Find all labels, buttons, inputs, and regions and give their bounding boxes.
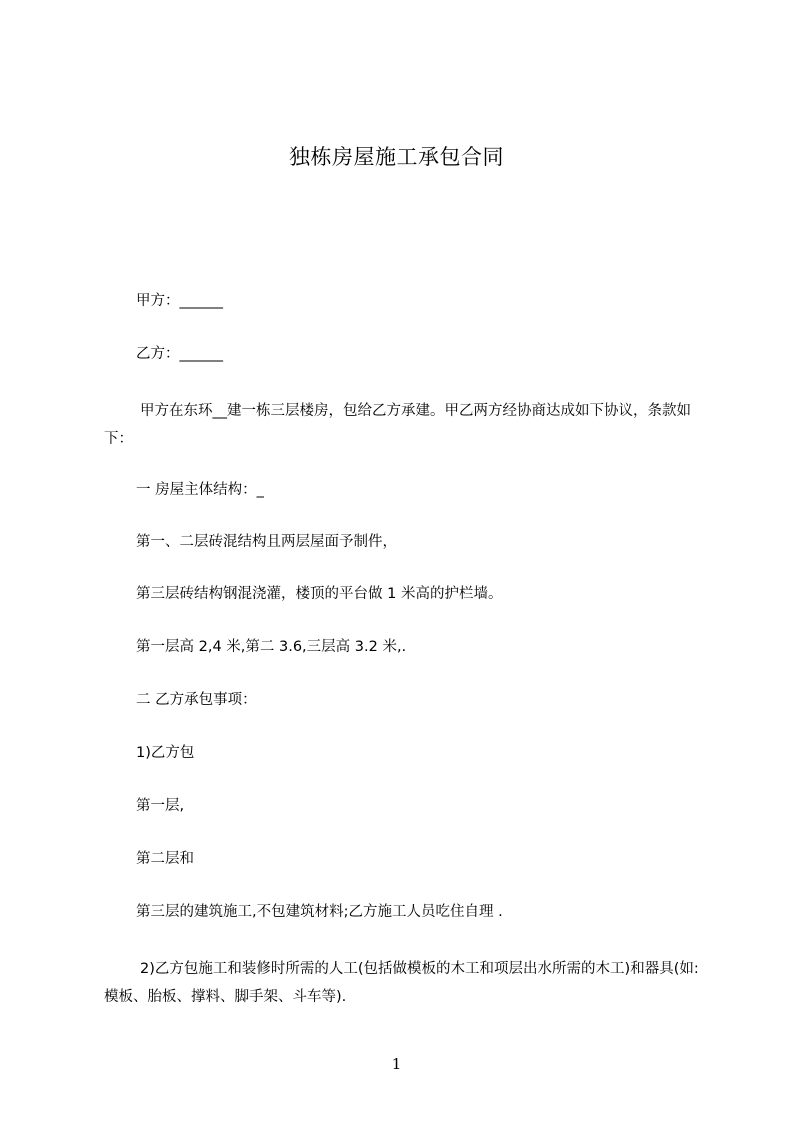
clause-line: 第三层的建筑施工,不包建筑材料;乙方施工人员吃住自理 .	[136, 904, 503, 920]
party-a-line: 甲方：______	[136, 293, 223, 309]
clause-line: 第一、二层砖混结构且两层屋面予制件，	[136, 534, 397, 550]
section-1-heading: 一 房屋主体结构：_	[136, 482, 264, 498]
page-number: 1	[391, 1055, 402, 1073]
document-title: 独栋房屋施工承包合同	[289, 145, 504, 169]
clause-line: 第一层高 2,4 米,第二 3.6,三层高 3.2 米,.	[136, 639, 407, 655]
clause-line: 第三层砖结构钢混浇灌，楼顶的平台做 1 米高的护栏墙。	[136, 586, 503, 602]
clause-line: 第二层和	[136, 851, 194, 867]
section-2-heading: 二 乙方承包事项：	[136, 692, 257, 708]
clause-line: 1)乙方包	[136, 745, 195, 761]
party-b-line: 乙方：______	[136, 346, 223, 362]
clause-line: 第一层,	[136, 798, 185, 814]
clause-paragraph: 2)乙方包施工和装修时所需的人工(包括做模板的木工和项层出水所需的木工)和器具(如:模板、胎板、撑料、脚手架、斗车等).	[104, 961, 699, 1005]
intro-paragraph: 甲方在东环__建一栋三层楼房，包给乙方承建。甲乙两方经协商达成如下协议，条款如下：	[104, 403, 691, 447]
